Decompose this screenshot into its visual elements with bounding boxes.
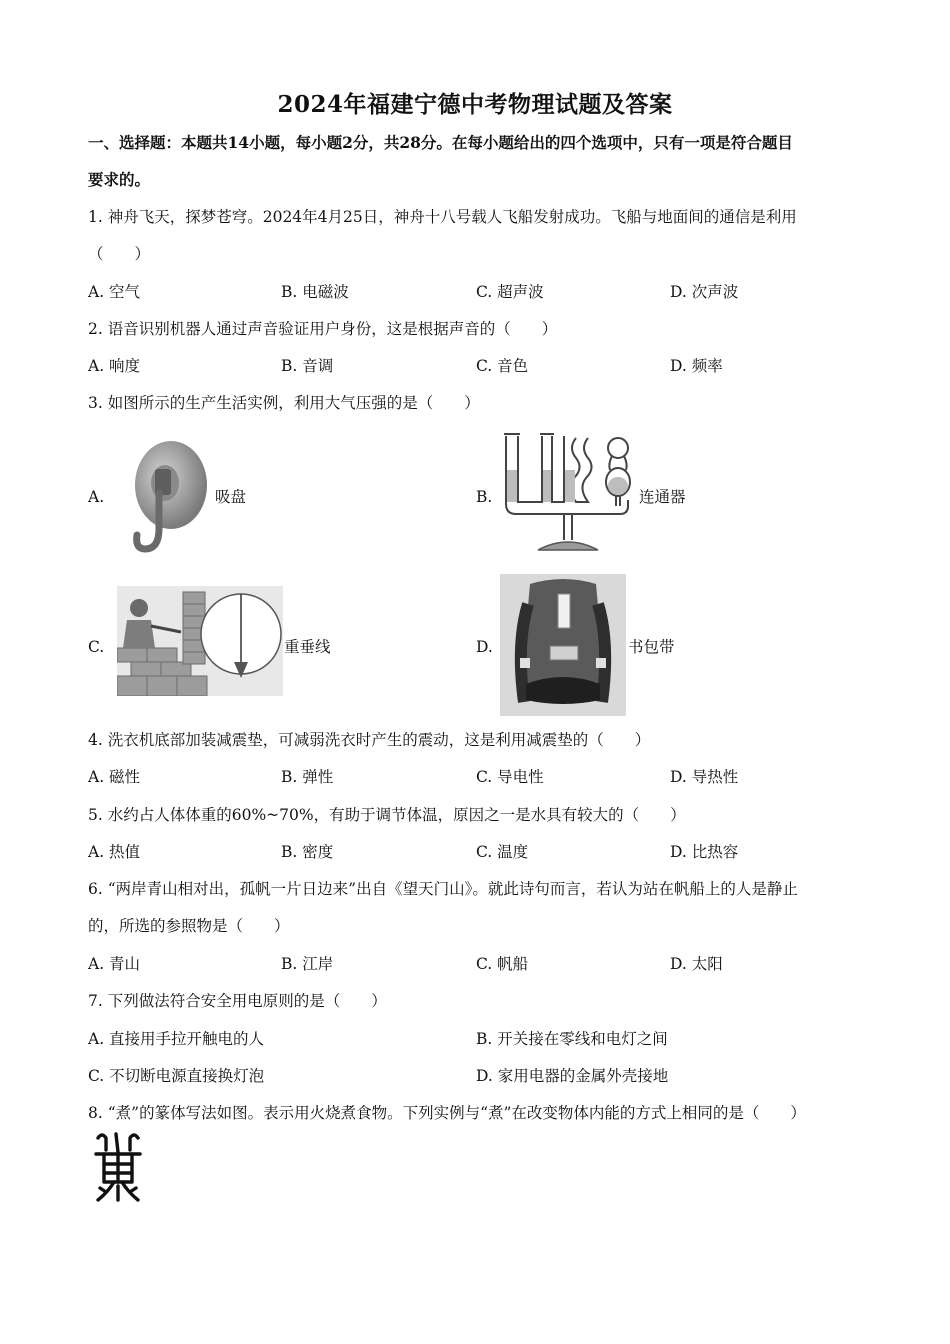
q5-option-b: B. 密度 bbox=[281, 843, 334, 861]
q3-option-d-label: 书包带 bbox=[628, 638, 675, 656]
q4-option-c: C. 导电性 bbox=[476, 768, 544, 786]
backpack-straps-image bbox=[500, 574, 626, 716]
q4-stem: 4. 洗衣机底部加装减震垫，可减弱洗衣时产生的震动，这是利用减震垫的（ ） bbox=[88, 731, 651, 749]
q7-stem: 7. 下列做法符合安全用电原则的是（ ） bbox=[88, 992, 387, 1010]
q3-option-a-letter: A. bbox=[88, 488, 105, 506]
q4-option-b: B. 弹性 bbox=[281, 768, 334, 786]
section-heading-line1: 一、选择题：本题共14小题，每小题2分，共28分。在每小题给出的四个选项中，只有一项是符合题目 bbox=[88, 133, 793, 152]
q3-option-d-letter: D. bbox=[476, 638, 493, 656]
q1-option-a: A. 空气 bbox=[88, 283, 141, 301]
q4-option-d: D. 导热性 bbox=[670, 768, 739, 786]
q7-option-c: C. 不切断电源直接换灯泡 bbox=[88, 1067, 265, 1085]
plumb-line-image bbox=[117, 586, 283, 696]
q6-option-d: D. 太阳 bbox=[670, 955, 723, 973]
q2-option-b: B. 音调 bbox=[281, 357, 334, 375]
seal-script-zhu-glyph-image bbox=[92, 1130, 144, 1206]
q6-option-c: C. 帆船 bbox=[476, 955, 529, 973]
communicating-vessels-image bbox=[498, 430, 638, 558]
q7-option-d: D. 家用电器的金属外壳接地 bbox=[476, 1067, 669, 1085]
q3-option-c-label: 重垂线 bbox=[284, 638, 331, 656]
q6-stem-line1: 6. “两岸青山相对出，孤帆一片日边来”出自《望天门山》。就此诗句而言，若认为站在帆船上的人是静止 bbox=[88, 880, 798, 898]
q1-option-d: D. 次声波 bbox=[670, 283, 739, 301]
q8-stem: 8. “煮”的篆体写法如图。表示用火烧煮食物。下列实例与“煮”在改变物体内能的方式上相同的是（ ） bbox=[88, 1104, 806, 1122]
q1-option-b: B. 电磁波 bbox=[281, 283, 349, 301]
q3-option-a-label: 吸盘 bbox=[215, 488, 247, 506]
page-title: 2024年福建宁德中考物理试题及答案 bbox=[277, 91, 673, 118]
q7-option-b: B. 开关接在零线和电灯之间 bbox=[476, 1030, 668, 1048]
q6-option-a: A. 青山 bbox=[88, 955, 141, 973]
q2-option-a: A. 响度 bbox=[88, 357, 141, 375]
q6-stem-line2: 的，所选的参照物是（ ） bbox=[88, 917, 290, 935]
q5-stem: 5. 水约占人体体重的60%~70%，有助于调节体温，原因之一是水具有较大的（ ） bbox=[88, 806, 686, 824]
q2-stem: 2. 语音识别机器人通过声音验证用户身份，这是根据声音的（ ） bbox=[88, 320, 558, 338]
q1-option-c: C. 超声波 bbox=[476, 283, 544, 301]
q7-option-a: A. 直接用手拉开触电的人 bbox=[88, 1030, 265, 1048]
q1-stem-line1: 1. 神舟飞天，探梦苍穹。2024年4月25日，神舟十八号载人飞船发射成功。飞船与地面间的通信是利用 bbox=[88, 208, 797, 226]
suction-cup-hook-image bbox=[125, 437, 213, 561]
q2-option-c: C. 音色 bbox=[476, 357, 529, 375]
section-heading-line2: 要求的。 bbox=[88, 170, 151, 189]
q4-option-a: A. 磁性 bbox=[88, 768, 141, 786]
q3-stem: 3. 如图所示的生产生活实例，利用大气压强的是（ ） bbox=[88, 394, 480, 412]
q6-option-b: B. 江岸 bbox=[281, 955, 334, 973]
q3-option-b-label: 连通器 bbox=[639, 488, 686, 506]
q5-option-a: A. 热值 bbox=[88, 843, 141, 861]
q5-option-d: D. 比热容 bbox=[670, 843, 739, 861]
q5-option-c: C. 温度 bbox=[476, 843, 529, 861]
q2-option-d: D. 频率 bbox=[670, 357, 723, 375]
q1-stem-line2: （ ） bbox=[88, 245, 151, 263]
q3-option-b-letter: B. bbox=[476, 488, 493, 506]
q3-option-c-letter: C. bbox=[88, 638, 105, 656]
